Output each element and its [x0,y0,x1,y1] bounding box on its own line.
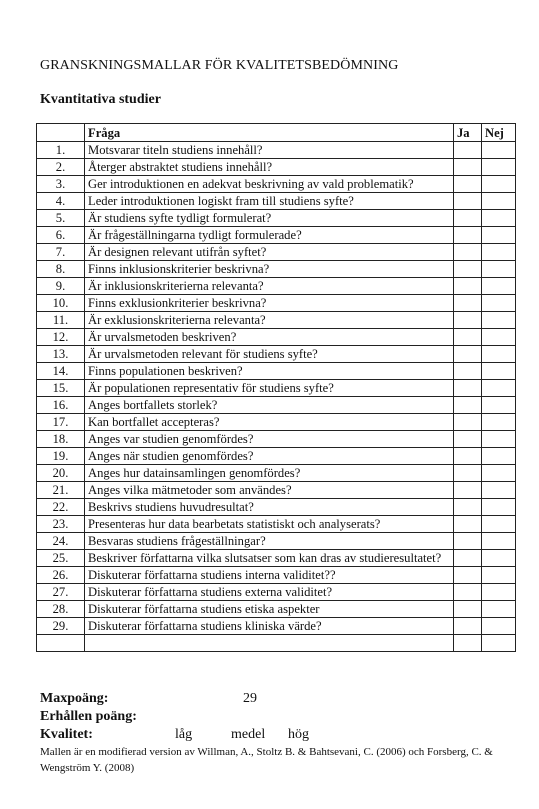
question-text: Beskrivs studiens huvudresultat? [85,499,454,516]
quality-assessment-table [36,123,516,652]
question-text: Är urvalsmetoden beskriven? [85,329,454,346]
question-number: 3. [37,176,85,193]
yes-answer-cell[interactable] [454,465,482,482]
yes-answer-cell[interactable] [454,346,482,363]
question-number: 7. [37,244,85,261]
table-row [37,142,516,159]
no-answer-cell[interactable] [482,635,516,652]
table-row [37,482,516,499]
max-points-value: 29 [243,691,257,706]
no-answer-cell[interactable] [482,176,516,193]
max-points-label: Maxpoäng: [40,691,109,706]
no-answer-cell[interactable] [482,550,516,567]
table-row [37,346,516,363]
table-row [37,601,516,618]
question-text: Diskuterar författarna studiens interna validitet?? [85,567,454,584]
yes-answer-cell[interactable] [454,635,482,652]
table-row [37,414,516,431]
question-text: Leder introduktionen logiskt fram till studiens syfte? [85,193,454,210]
no-answer-cell[interactable] [482,193,516,210]
no-answer-cell[interactable] [482,295,516,312]
question-text: Är frågeställningarna tydligt formulerade? [85,227,454,244]
no-answer-cell[interactable] [482,380,516,397]
table-row [37,567,516,584]
question-number: 24. [37,533,85,550]
yes-answer-cell[interactable] [454,397,482,414]
yes-answer-cell[interactable] [454,142,482,159]
table-row [37,329,516,346]
table-row [37,176,516,193]
yes-answer-cell[interactable] [454,159,482,176]
question-number: 27. [37,584,85,601]
question-number: 16. [37,397,85,414]
question-number: 5. [37,210,85,227]
table-row [37,227,516,244]
yes-answer-cell[interactable] [454,414,482,431]
no-answer-cell[interactable] [482,210,516,227]
no-answer-cell[interactable] [482,329,516,346]
no-answer-cell[interactable] [482,533,516,550]
yes-answer-cell[interactable] [454,278,482,295]
section-title: Kvantitativa studier [40,92,161,107]
question-text: Kan bortfallet accepteras? [85,414,454,431]
table-row [37,499,516,516]
question-text: Är populationen representativ för studiens syfte? [85,380,454,397]
no-answer-cell[interactable] [482,618,516,635]
quality-option-medium[interactable]: medel [231,727,266,742]
question-number: 17. [37,414,85,431]
question-text: Är urvalsmetoden relevant för studiens syfte? [85,346,454,363]
question-number: 22. [37,499,85,516]
question-number: 20. [37,465,85,482]
table-row [37,312,516,329]
question-number: 1. [37,142,85,159]
question-number: 28. [37,601,85,618]
question-number: 29. [37,618,85,635]
question-number: 26. [37,567,85,584]
question-number: 12. [37,329,85,346]
question-number: 8. [37,261,85,278]
yes-answer-cell[interactable] [454,227,482,244]
no-answer-cell[interactable] [482,142,516,159]
no-answer-cell[interactable] [482,346,516,363]
question-column-header: Fråga [85,124,454,142]
question-text: Anges när studien genomfördes? [85,448,454,465]
number-cell-empty [37,635,85,652]
table-row [37,193,516,210]
question-text: Anges hur datainsamlingen genomfördes? [85,465,454,482]
question-text: Anges vilka mätmetoder som användes? [85,482,454,499]
number-column-header [37,124,85,142]
question-text: Diskuterar författarna studiens etiska aspekter [85,601,454,618]
table-row [37,550,516,567]
yes-answer-cell[interactable] [454,244,482,261]
table-row [37,159,516,176]
table-row [37,261,516,278]
question-text: Motsvarar titeln studiens innehåll? [85,142,454,159]
question-number: 10. [37,295,85,312]
no-answer-cell[interactable] [482,227,516,244]
question-text: Är exklusionskriterierna relevanta? [85,312,454,329]
question-text: Finns inklusionskriterier beskrivna? [85,261,454,278]
no-answer-cell[interactable] [482,584,516,601]
no-answer-cell[interactable] [482,312,516,329]
quality-label: Kvalitet: [40,727,93,742]
no-answer-cell[interactable] [482,278,516,295]
question-number: 9. [37,278,85,295]
yes-answer-cell[interactable] [454,312,482,329]
table-header-row [37,124,516,142]
yes-answer-cell[interactable] [454,618,482,635]
yes-answer-cell[interactable] [454,482,482,499]
question-number: 18. [37,431,85,448]
question-text: Återger abstraktet studiens innehåll? [85,159,454,176]
yes-answer-cell[interactable] [454,193,482,210]
yes-answer-cell[interactable] [454,363,482,380]
question-number: 11. [37,312,85,329]
obtained-points-label: Erhållen poäng: [40,709,137,724]
table-row [37,618,516,635]
yes-answer-cell[interactable] [454,210,482,227]
question-text: Presenteras hur data bearbetats statistiskt och analyserats? [85,516,454,533]
question-text: Anges var studien genomfördes? [85,431,454,448]
table-row [37,278,516,295]
yes-answer-cell[interactable] [454,499,482,516]
table-row [37,363,516,380]
no-answer-cell[interactable] [482,431,516,448]
question-number: 25. [37,550,85,567]
yes-column-header: Ja [454,124,482,142]
yes-answer-cell[interactable] [454,448,482,465]
table-row [37,584,516,601]
question-cell-empty [85,635,454,652]
table-row [37,465,516,482]
no-answer-cell[interactable] [482,567,516,584]
no-answer-cell[interactable] [482,516,516,533]
table-row [37,516,516,533]
yes-answer-cell[interactable] [454,431,482,448]
no-answer-cell[interactable] [482,159,516,176]
question-text: Anges bortfallets storlek? [85,397,454,414]
no-answer-cell[interactable] [482,261,516,278]
yes-answer-cell[interactable] [454,533,482,550]
no-answer-cell[interactable] [482,465,516,482]
no-answer-cell[interactable] [482,601,516,618]
question-text: Diskuterar författarna studiens kliniska värde? [85,618,454,635]
question-text: Besvaras studiens frågeställningar? [85,533,454,550]
question-number: 13. [37,346,85,363]
question-number: 21. [37,482,85,499]
no-answer-cell[interactable] [482,499,516,516]
question-text: Beskriver författarna vilka slutsatser som kan dras av studieresultatet? [85,550,454,567]
yes-answer-cell[interactable] [454,176,482,193]
yes-answer-cell[interactable] [454,584,482,601]
yes-answer-cell[interactable] [454,550,482,567]
table-row [37,431,516,448]
question-text: Finns exklusionkriterier beskrivna? [85,295,454,312]
yes-answer-cell[interactable] [454,601,482,618]
yes-answer-cell[interactable] [454,295,482,312]
table-row [37,210,516,227]
table-row [37,533,516,550]
yes-answer-cell[interactable] [454,516,482,533]
quality-option-high[interactable]: hög [288,727,309,742]
question-text: Finns populationen beskriven? [85,363,454,380]
question-number: 14. [37,363,85,380]
table-row [37,448,516,465]
question-text: Diskuterar författarna studiens externa validitet? [85,584,454,601]
yes-answer-cell[interactable] [454,380,482,397]
no-answer-cell[interactable] [482,397,516,414]
question-number: 2. [37,159,85,176]
table-row [37,244,516,261]
yes-answer-cell[interactable] [454,329,482,346]
question-number: 23. [37,516,85,533]
yes-answer-cell[interactable] [454,567,482,584]
quality-option-low[interactable]: låg [175,727,193,742]
table-row [37,295,516,312]
table-row [37,397,516,414]
no-answer-cell[interactable] [482,482,516,499]
no-answer-cell[interactable] [482,244,516,261]
question-text: Ger introduktionen en adekvat beskrivning av vald problematik? [85,176,454,193]
question-number: 4. [37,193,85,210]
yes-answer-cell[interactable] [454,261,482,278]
document-title: GRANSKNINGSMALLAR FÖR KVALITETSBEDÖMNING [40,58,399,73]
no-column-header: Nej [482,124,516,142]
question-number: 15. [37,380,85,397]
question-number: 6. [37,227,85,244]
source-footnote: Mallen är en modifierad version av Willman, A., Stoltz B. & Bahtsevani, C. (2006) och Forsberg, C. & Wengström Y. (2008) [40,746,493,774]
no-answer-cell[interactable] [482,414,516,431]
question-number: 19. [37,448,85,465]
table-row [37,380,516,397]
table-body [37,142,516,652]
no-answer-cell[interactable] [482,363,516,380]
question-text: Är inklusionskriterierna relevanta? [85,278,454,295]
question-text: Är designen relevant utifrån syftet? [85,244,454,261]
question-text: Är studiens syfte tydligt formulerat? [85,210,454,227]
no-answer-cell[interactable] [482,448,516,465]
table-row-empty [37,635,516,652]
